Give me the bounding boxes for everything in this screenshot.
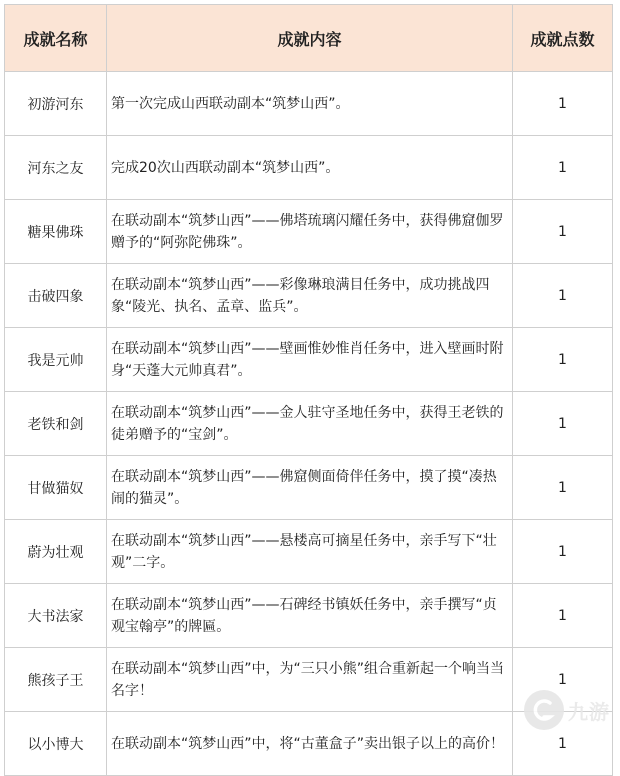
header-points: 成就点数 <box>513 5 613 72</box>
achievement-points: 1 <box>513 648 613 712</box>
achievement-points: 1 <box>513 392 613 456</box>
achievement-name: 老铁和剑 <box>5 392 107 456</box>
achievement-content: 完成20次山西联动副本“筑梦山西”。 <box>107 136 513 200</box>
achievement-points: 1 <box>513 200 613 264</box>
achievement-name: 糖果佛珠 <box>5 200 107 264</box>
achievement-name: 大书法家 <box>5 584 107 648</box>
header-name: 成就名称 <box>5 5 107 72</box>
table-row <box>5 584 613 648</box>
achievement-content: 第一次完成山西联动副本“筑梦山西”。 <box>107 72 513 136</box>
achievement-content: 在联动副本“筑梦山西”——佛窟侧面倚伴任务中，摸了摸“凑热闹的猫灵”。 <box>107 456 513 520</box>
achievement-name: 我是元帅 <box>5 328 107 392</box>
achievement-points: 1 <box>513 520 613 584</box>
table-header-row <box>5 5 613 72</box>
achievement-content: 在联动副本“筑梦山西”——壁画惟妙惟肖任务中，进入壁画时附身“天蓬大元帅真君”。 <box>107 328 513 392</box>
achievement-content: 在联动副本“筑梦山西”——彩像琳琅满目任务中，成功挑战四象“陵光、执名、孟章、监兵”。 <box>107 264 513 328</box>
watermark-text: 九游 <box>568 699 610 724</box>
achievement-points: 1 <box>513 136 613 200</box>
achievement-points: 1 <box>513 456 613 520</box>
watermark <box>524 690 610 730</box>
achievement-points: 1 <box>513 72 613 136</box>
achievement-content: 在联动副本“筑梦山西”中，为“三只小熊”组合重新起一个响当当名字！ <box>107 648 513 712</box>
achievement-name: 河东之友 <box>5 136 107 200</box>
achievement-content: 在联动副本“筑梦山西”——悬楼高可摘星任务中，亲手写下“壮观”二字。 <box>107 520 513 584</box>
table-row <box>5 520 613 584</box>
achievement-points: 1 <box>513 328 613 392</box>
table-row <box>5 136 613 200</box>
achievement-name: 熊孩子王 <box>5 648 107 712</box>
achievement-name: 击破四象 <box>5 264 107 328</box>
achievement-content: 在联动副本“筑梦山西”——石碑经书镇妖任务中，亲手撰写“贞观宝翰亭”的牌匾。 <box>107 584 513 648</box>
table-row <box>5 712 613 776</box>
table-row <box>5 328 613 392</box>
achievement-points: 1 <box>513 264 613 328</box>
achievement-content: 在联动副本“筑梦山西”——佛塔琉璃闪耀任务中，获得佛窟伽罗赠予的“阿弥陀佛珠”。 <box>107 200 513 264</box>
table-row <box>5 648 613 712</box>
achievement-points: 1 <box>513 712 613 776</box>
achievement-table <box>4 4 613 776</box>
achievement-name: 以小博大 <box>5 712 107 776</box>
header-content: 成就内容 <box>107 5 513 72</box>
achievement-content: 在联动副本“筑梦山西”中，将“古董盒子”卖出银子以上的高价！ <box>107 712 513 776</box>
achievement-name: 初游河东 <box>5 72 107 136</box>
jiuyou-logo-icon <box>524 690 564 730</box>
table-row <box>5 264 613 328</box>
table-row <box>5 72 613 136</box>
table-row <box>5 200 613 264</box>
table-row <box>5 392 613 456</box>
achievement-name: 甘做猫奴 <box>5 456 107 520</box>
achievement-content: 在联动副本“筑梦山西”——金人驻守圣地任务中，获得王老铁的徒弟赠予的“宝剑”。 <box>107 392 513 456</box>
achievement-name: 蔚为壮观 <box>5 520 107 584</box>
achievement-points: 1 <box>513 584 613 648</box>
table-row <box>5 456 613 520</box>
